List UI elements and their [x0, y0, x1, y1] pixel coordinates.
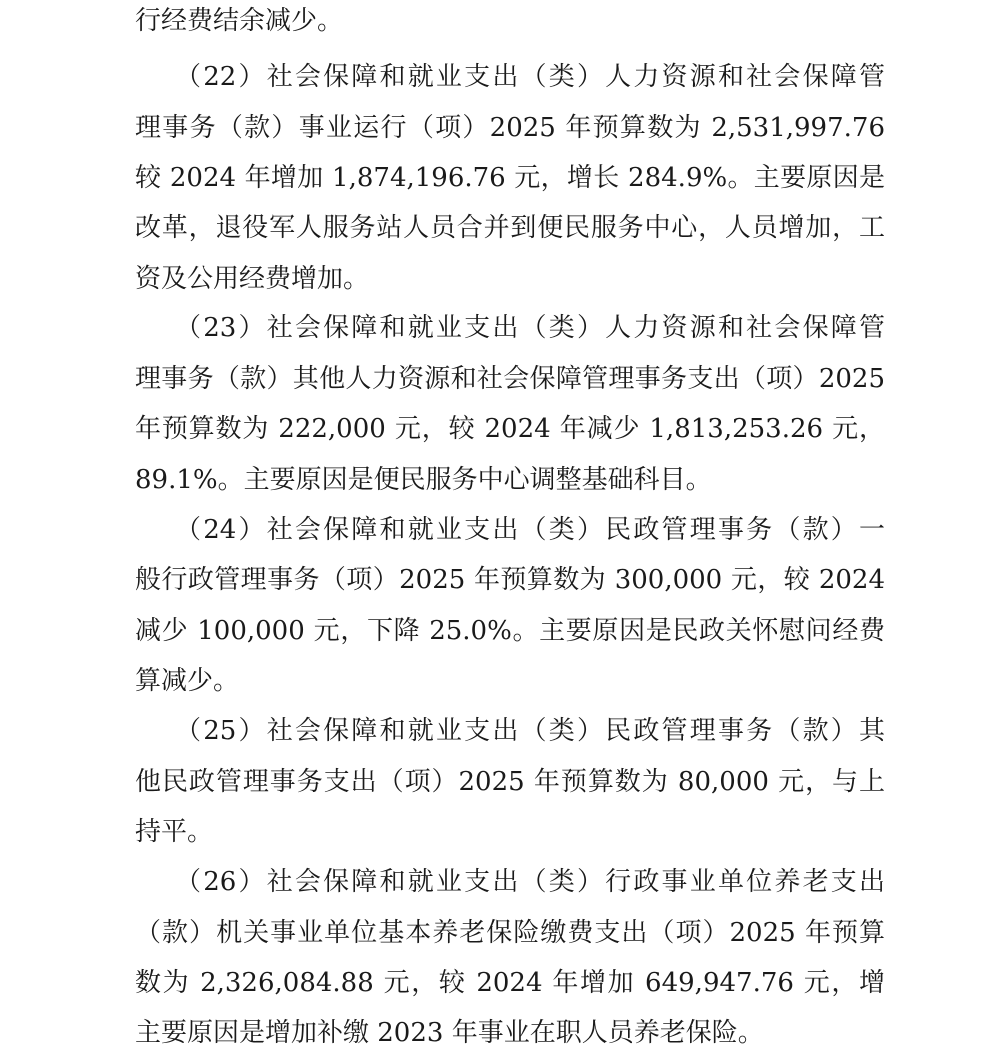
paragraph-23-line-2: 理事务（款）其他人力资源和社会保障管理事务支出（项）2025 [135, 364, 885, 394]
paragraph-22-line-3: 较 2024 年增加 1,874,196.76 元，增长 284.9%。主要原因是 [135, 163, 885, 193]
paragraph-24-line-2: 般行政管理事务（项）2025 年预算数为 300,000 元，较 2024 [135, 565, 885, 595]
paragraph-24-line-1: （24）社会保障和就业支出（类）民政管理事务（款）一 [175, 515, 885, 545]
paragraph-23-line-3: 年预算数为 222,000 元，较 2024 年减少 1,813,253.26 元， [135, 414, 885, 444]
paragraph-22-line-2: 理事务（款）事业运行（项）2025 年预算数为 2,531,997.76 [135, 113, 885, 143]
paragraph-23-line-4: 89.1%。主要原因是便民服务中心调整基础科目。 [135, 465, 712, 495]
paragraph-26-line-1: （26）社会保障和就业支出（类）行政事业单位养老支出 [175, 867, 885, 897]
paragraph-24-line-3: 减少 100,000 元，下降 25.0%。主要原因是民政关怀慰问经费 [135, 616, 885, 646]
paragraph-22-line-5: 资及公用经费增加。 [135, 264, 370, 294]
paragraph-22-line-1: （22）社会保障和就业支出（类）人力资源和社会保障管 [175, 62, 885, 92]
paragraph-25-line-3: 持平。 [135, 817, 214, 847]
paragraph-25-line-2: 他民政管理事务支出（项）2025 年预算数为 80,000 元，与上 [135, 767, 885, 797]
text-line: 行经费结余减少。 [135, 6, 344, 36]
paragraph-25-line-1: （25）社会保障和就业支出（类）民政管理事务（款）其 [175, 716, 885, 746]
paragraph-24-line-4: 算减少。 [135, 666, 240, 696]
paragraph-22-line-4: 改革，退役军人服务站人员合并到便民服务中心，人员增加，工 [135, 213, 885, 243]
paragraph-26-line-4: 主要原因是增加补缴 2023 年事业在职人员养老保险。 [135, 1018, 764, 1048]
paragraph-23-line-1: （23）社会保障和就业支出（类）人力资源和社会保障管 [175, 313, 885, 343]
paragraph-26-line-3: 数为 2,326,084.88 元，较 2024 年增加 649,947.76 元，增 [135, 968, 885, 998]
paragraph-26-line-2: （款）机关事业单位基本养老保险缴费支出（项）2025 年预算 [135, 918, 885, 948]
